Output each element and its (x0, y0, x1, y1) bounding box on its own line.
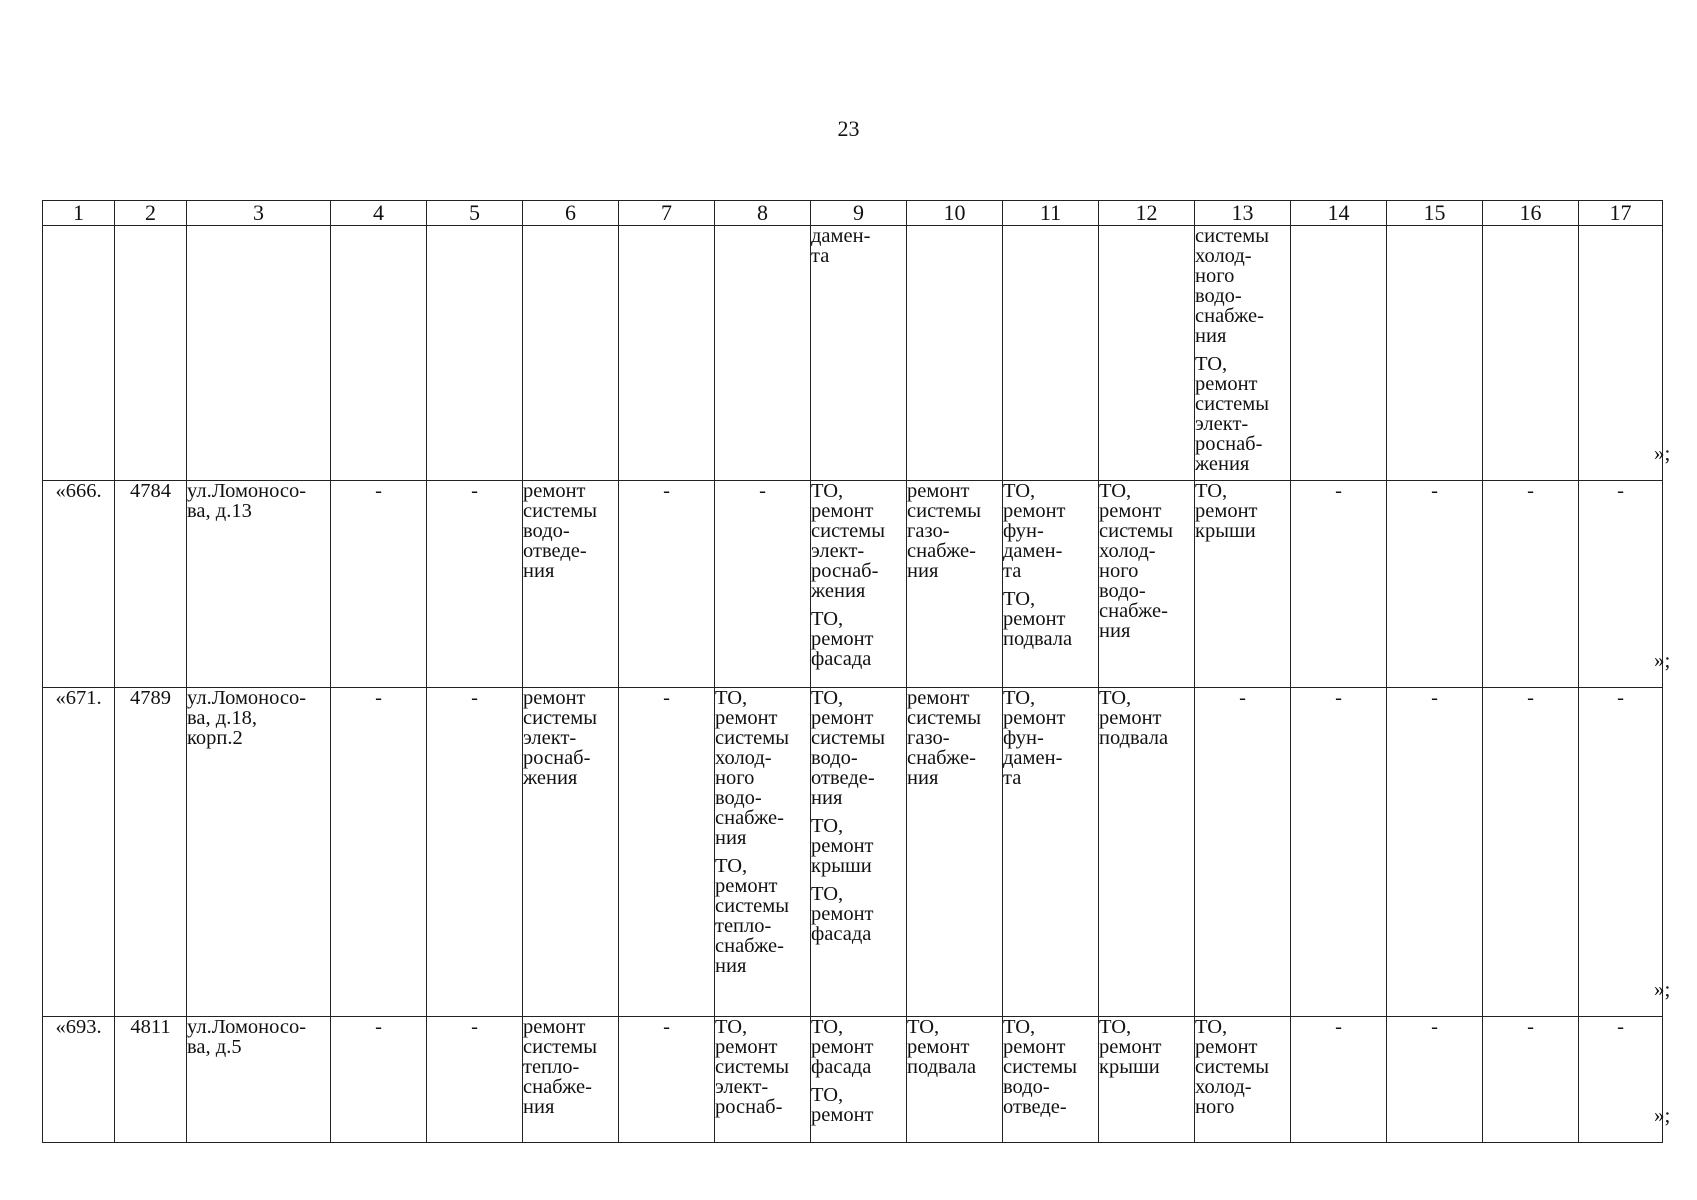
empty-cell (331, 226, 427, 481)
empty-cell (1099, 226, 1195, 481)
work-entry: ТО, ремонт крыши (1195, 480, 1258, 542)
cell-c8 (715, 688, 811, 1017)
cell-c15-dash: - (1387, 1017, 1483, 1143)
cell-c6 (523, 688, 619, 1017)
empty-cell (907, 226, 1003, 481)
column-header-8: 8 (715, 201, 811, 226)
work-entry: ТО, ремонт системы холод- ного водо- снабже- ния (715, 687, 789, 849)
closing-quote-mark: »; (1654, 440, 1671, 465)
cell-c4-dash: - (331, 481, 427, 688)
cell-c17-dash: - (1579, 688, 1663, 1017)
cell-c13 (1195, 481, 1291, 688)
table-row (43, 1017, 1663, 1143)
work-entry: ТО, ремонт системы холод- ного водо- снабже- ния (1099, 480, 1173, 642)
work-entry: ТО, ремонт подвала (907, 1016, 977, 1078)
work-entry: ТО, ремонт системы элект- роснаб- (715, 1016, 789, 1118)
empty-cell (115, 226, 187, 481)
column-header-2: 2 (115, 201, 187, 226)
continuation-cell-c9 (811, 226, 907, 481)
cell-c4-dash: - (331, 688, 427, 1017)
cell-c16-dash: - (1483, 1017, 1579, 1143)
cell-c13-dash: - (1195, 688, 1291, 1017)
work-entry: ТО, ремонт крыши (811, 815, 874, 877)
cell-c7-dash: - (619, 688, 715, 1017)
work-entry: ТО, ремонт системы водо- отведе- ния (811, 687, 885, 809)
cell-c7-dash: - (619, 481, 715, 688)
empty-cell (43, 226, 115, 481)
work-entry: ТО, ремонт системы элект- роснаб- жения (1195, 353, 1269, 475)
cell-c15-dash: - (1387, 481, 1483, 688)
column-header-9: 9 (811, 201, 907, 226)
cell-c4-dash: - (331, 1017, 427, 1143)
closing-quote-mark: »; (1654, 976, 1671, 1001)
column-header-17: 17 (1579, 201, 1663, 226)
work-entry: ТО, ремонт системы водо- отведе- (1003, 1016, 1077, 1118)
table-body (43, 226, 1663, 1143)
column-header-14: 14 (1291, 201, 1387, 226)
work-entry: ТО, ремонт фасада (811, 883, 874, 945)
work-entry: ТО, ремонт подвала (1003, 588, 1073, 650)
empty-cell (1387, 226, 1483, 481)
cell-c12 (1099, 688, 1195, 1017)
empty-cell (619, 226, 715, 481)
work-entry: ТО, ремонт фун- дамен- та (1003, 480, 1066, 582)
cell-c11 (1003, 1017, 1099, 1143)
cell-c13 (1195, 1017, 1291, 1143)
column-header-3: 3 (187, 201, 331, 226)
work-entry: дамен- та (811, 225, 871, 267)
works-table (42, 200, 1663, 1143)
empty-cell (523, 226, 619, 481)
cell-c9 (811, 688, 907, 1017)
closing-quote-mark: »; (1654, 647, 1671, 672)
cell-c15-dash: - (1387, 688, 1483, 1017)
continuation-cell-c13 (1195, 226, 1291, 481)
cell-c5-dash: - (427, 688, 523, 1017)
cell-c16-dash: - (1483, 688, 1579, 1017)
building-id: 4784 (115, 481, 187, 688)
row-number: «693. (43, 1017, 115, 1143)
cell-c11 (1003, 481, 1099, 688)
row-number: «671. (43, 688, 115, 1017)
column-header-15: 15 (1387, 201, 1483, 226)
cell-c11 (1003, 688, 1099, 1017)
page-number: 23 (837, 116, 860, 141)
address: ул.Ломоносо- ва, д.18, корп.2 (187, 688, 331, 1017)
cell-c12 (1099, 481, 1195, 688)
empty-cell (1579, 226, 1663, 481)
building-id: 4811 (115, 1017, 187, 1143)
table-row (43, 688, 1663, 1017)
table-row (43, 481, 1663, 688)
work-entry: ремонт системы тепло- снабже- ния (523, 1016, 597, 1118)
empty-cell (1291, 226, 1387, 481)
cell-c5-dash: - (427, 1017, 523, 1143)
cell-c6 (523, 481, 619, 688)
cell-c8 (715, 1017, 811, 1143)
column-header-7: 7 (619, 201, 715, 226)
work-entry: ТО, ремонт системы элект- роснаб- жения (811, 480, 885, 602)
cell-c9 (811, 481, 907, 688)
work-entry: системы холод- ного водо- снабже- ния (1195, 225, 1269, 347)
work-entry: ремонт системы газо- снабже- ния (907, 687, 981, 789)
building-id: 4789 (115, 688, 187, 1017)
work-entry: ремонт системы водо- отведе- ния (523, 480, 597, 582)
cell-c9 (811, 1017, 907, 1143)
cell-c10 (907, 481, 1003, 688)
continuation-row (43, 226, 1663, 481)
column-header-16: 16 (1483, 201, 1579, 226)
cell-c17-dash: - (1579, 1017, 1663, 1143)
row-number: «666. (43, 481, 115, 688)
work-entry: ТО, ремонт системы тепло- снабже- ния (715, 855, 789, 977)
cell-c8-dash: - (715, 481, 811, 688)
column-header-13: 13 (1195, 201, 1291, 226)
column-header-1: 1 (43, 201, 115, 226)
column-header-6: 6 (523, 201, 619, 226)
cell-c6 (523, 1017, 619, 1143)
work-entry: ТО, ремонт фун- дамен- та (1003, 687, 1066, 789)
cell-c14-dash: - (1291, 481, 1387, 688)
empty-cell (187, 226, 331, 481)
cell-c12 (1099, 1017, 1195, 1143)
cell-c14-dash: - (1291, 1017, 1387, 1143)
column-header-5: 5 (427, 201, 523, 226)
empty-cell (1003, 226, 1099, 481)
cell-c5-dash: - (427, 481, 523, 688)
column-header-11: 11 (1003, 201, 1099, 226)
work-entry: ремонт системы газо- снабже- ния (907, 480, 981, 582)
header-row (43, 201, 1663, 226)
work-entry: ТО, ремонт подвала (1099, 687, 1169, 749)
cell-c7-dash: - (619, 1017, 715, 1143)
closing-quote-mark: »; (1654, 1102, 1671, 1127)
column-header-10: 10 (907, 201, 1003, 226)
empty-cell (715, 226, 811, 481)
column-header-4: 4 (331, 201, 427, 226)
address: ул.Ломоносо- ва, д.13 (187, 481, 331, 688)
work-entry: ТО, ремонт (811, 1084, 874, 1126)
cell-c10 (907, 688, 1003, 1017)
work-entry: ТО, ремонт фасада (811, 1016, 874, 1078)
cell-c17-dash: - (1579, 481, 1663, 688)
cell-c16-dash: - (1483, 481, 1579, 688)
empty-cell (427, 226, 523, 481)
cell-c14-dash: - (1291, 688, 1387, 1017)
work-entry: ТО, ремонт крыши (1099, 1016, 1162, 1078)
cell-c10 (907, 1017, 1003, 1143)
work-entry: ТО, ремонт системы холод- ного (1195, 1016, 1269, 1118)
empty-cell (1483, 226, 1579, 481)
work-entry: ТО, ремонт фасада (811, 608, 874, 670)
column-header-12: 12 (1099, 201, 1195, 226)
address: ул.Ломоносо- ва, д.5 (187, 1017, 331, 1143)
work-entry: ремонт системы элект- роснаб- жения (523, 687, 597, 789)
